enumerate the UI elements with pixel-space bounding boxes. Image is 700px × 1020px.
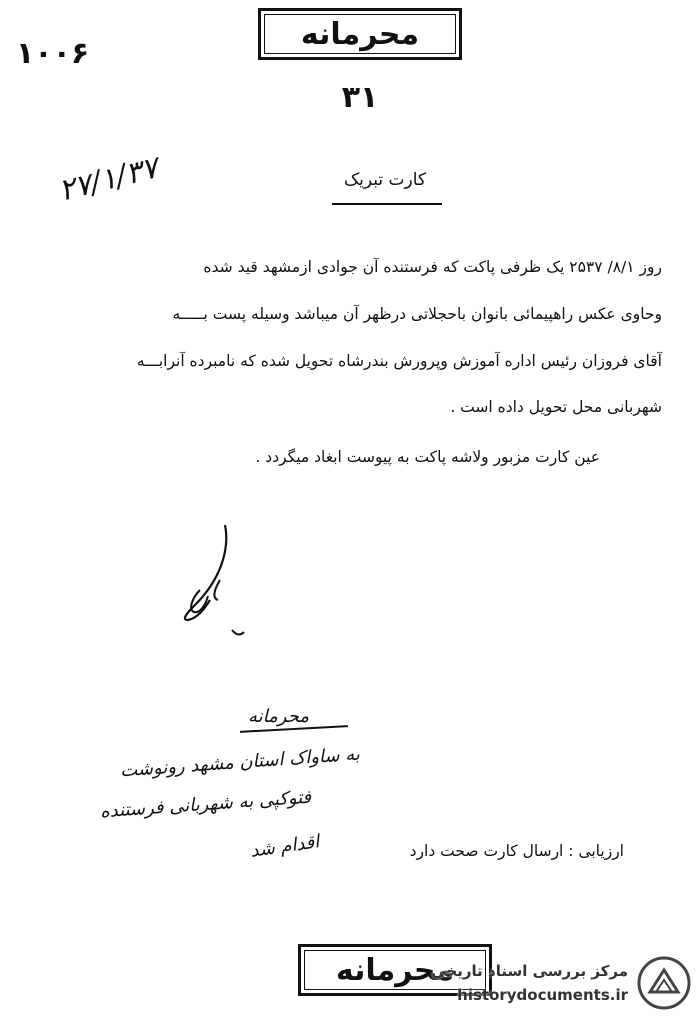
handwritten-note-1: محرمانه bbox=[248, 706, 309, 727]
watermark-name: مرکز بررسی اسناد تاریخی bbox=[431, 962, 628, 980]
page-number: ۳۱ bbox=[341, 80, 379, 115]
subject-underline bbox=[332, 203, 442, 205]
handwritten-note-2: به ساواک استان مشهد رونوشت bbox=[119, 743, 361, 782]
stamp-top-label: محرمانه bbox=[300, 16, 420, 52]
watermark-url: historydocuments.ir bbox=[457, 986, 628, 1004]
body-line-1: روز ۸/۱/ ۲۵۳۷ یک ظرفی پاکت که فرستنده آن جوادی ازمشهد قید شده bbox=[203, 258, 662, 276]
archive-logo-icon bbox=[636, 954, 692, 1012]
stamp-bottom-label: محرمانه bbox=[335, 952, 455, 988]
assessment-line: ارزیابی : ارسال کارت صحت دارد bbox=[409, 842, 624, 860]
document-number-left: ۱۰۰۶ bbox=[16, 36, 90, 71]
body-line-5: عین کارت مزبور ولاشه پاکت به پیوست ابغاد میگردد . bbox=[255, 448, 600, 466]
document-subject: کارت تبریک bbox=[343, 170, 427, 190]
body-line-4: شهربانی محل تحویل داده است . bbox=[450, 398, 662, 416]
handwritten-note-3: فتوکپی به شهربانی فرستنده bbox=[99, 786, 312, 823]
confidential-stamp-top bbox=[258, 8, 462, 60]
signature-scribble bbox=[170, 520, 260, 650]
handwritten-date: ۲۷/۱/۳۷ bbox=[55, 150, 162, 209]
handwritten-note-4: اقدام شد bbox=[248, 831, 321, 862]
body-line-2: وحاوی عکس راهپیمائی بانوان باحجلاتی درظهر آن میباشد وسیله پست بـــــه bbox=[172, 305, 662, 323]
body-line-3: آقای فروزان رئیس اداره آموزش وپرورش بندرشاه تحویل شده که نامبرده آنرابـــه bbox=[136, 352, 662, 370]
